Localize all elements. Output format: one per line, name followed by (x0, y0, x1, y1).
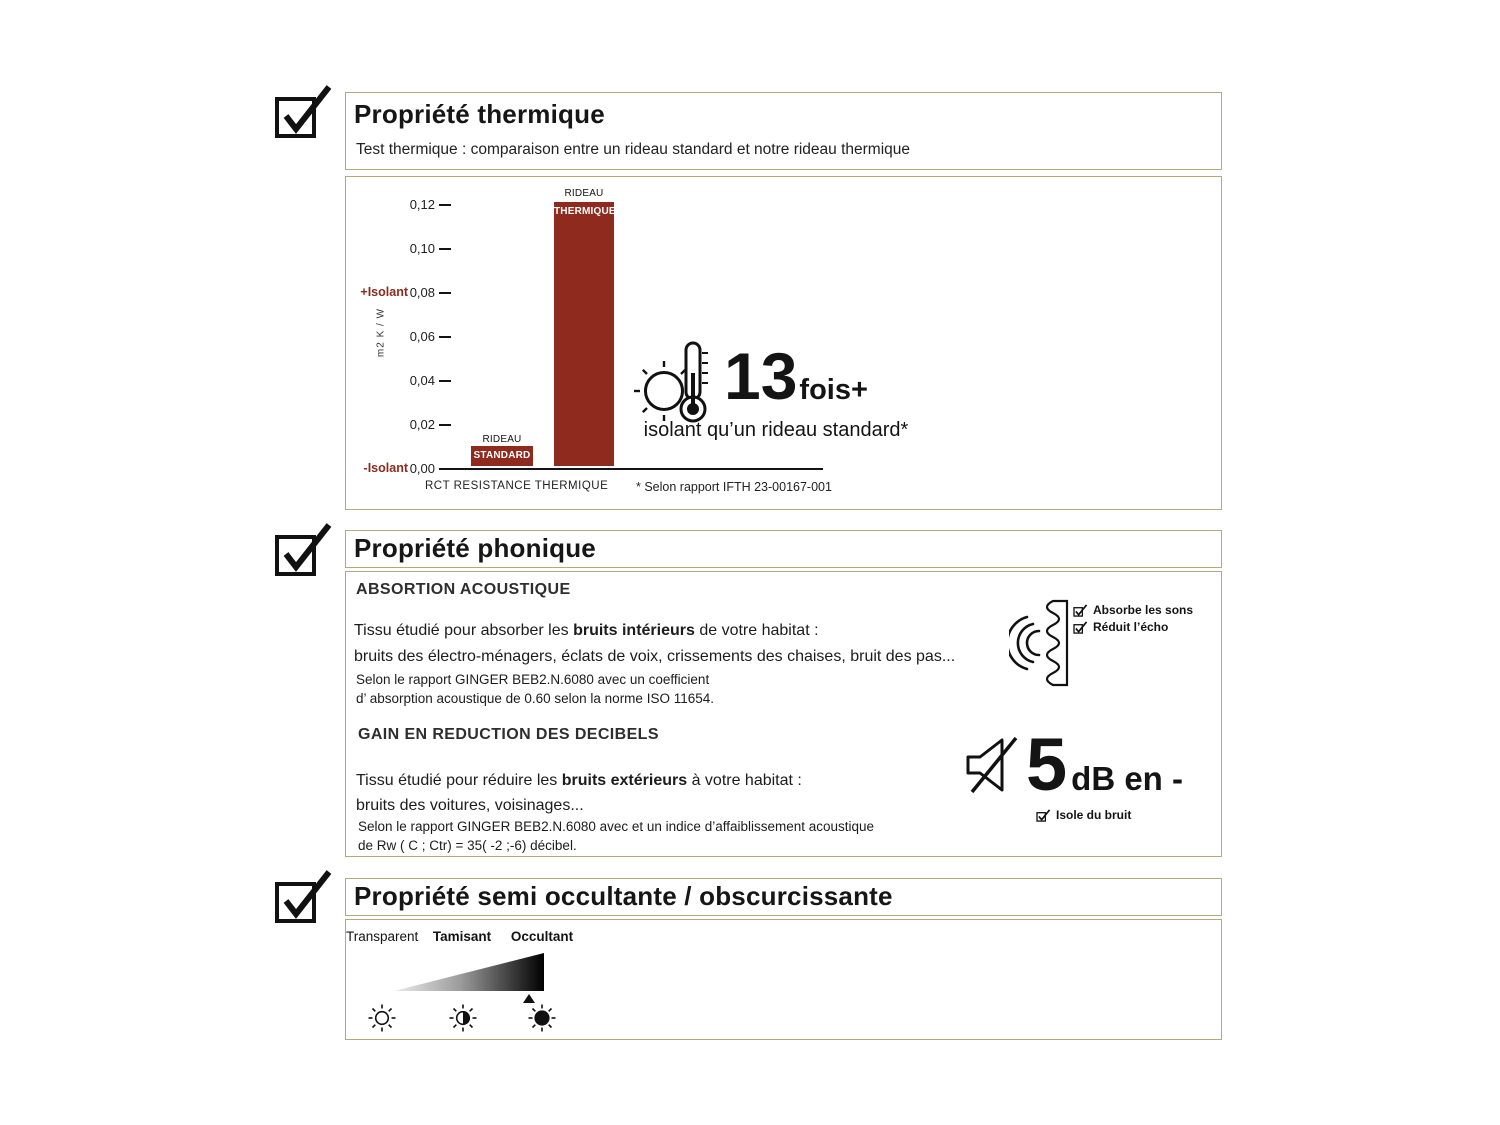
chart-tick-mark (439, 292, 451, 294)
bar-standard-over-label: RIDEAU (482, 434, 522, 445)
absorb-check2-row (1073, 620, 1168, 634)
decibel-number: 5 (1026, 723, 1068, 806)
reduction-note2: de Rw ( C ; Ctr) = 35( -2 ;-6) décibel. (358, 838, 577, 853)
thermometer-sun-icon (630, 339, 722, 427)
sun-outline-icon (367, 1003, 397, 1033)
chart-y-axis-unit: m2 K / W (375, 307, 387, 358)
absorption-line1-bold: bruits intérieurs (573, 622, 695, 639)
occulting-section-title: Propriété semi occultante / obscurcissante (354, 881, 893, 911)
thermal-big-suffix: fois+ (799, 374, 868, 406)
bar-rideau-thermique (554, 202, 614, 466)
checked-checkbox-icon (274, 522, 332, 578)
phonic-content-panel (345, 571, 1222, 857)
sun-filled-icon (527, 1003, 557, 1033)
checked-checkbox-icon (274, 84, 332, 140)
decibel-big-number-row (1026, 723, 1183, 806)
bar-thermique-inner-label: THERMIQUE (554, 206, 616, 217)
chart-ytick: 0,10 (409, 241, 435, 256)
chart-ytick: 0,00 (409, 461, 435, 476)
label-occultant: Occultant (510, 929, 574, 944)
absorption-note2: d’ absorption acoustique de 0.60 selon la norme ISO 11654. (356, 691, 714, 706)
chart-tick-mark (439, 424, 451, 426)
chart-tick-mark (439, 248, 451, 250)
chart-x-axis-caption: RCT RESISTANCE THERMIQUE (425, 480, 609, 492)
thermal-section-subtitle: Test thermique : comparaison entre un rideau standard et notre rideau thermique (356, 141, 911, 158)
occulting-header-panel (345, 878, 1222, 916)
phonic-section-title: Propriété phonique (354, 533, 596, 563)
bar-standard-inner-label: STANDARD (473, 450, 531, 461)
reduction-line2: bruits des voitures, voisinages... (356, 797, 584, 814)
absorption-line1-pre: Tissu étudié pour absorber les (354, 622, 574, 639)
sound-absorption-icon (1009, 599, 1071, 687)
bar-rideau-standard (471, 446, 533, 466)
thermal-chart-panel (345, 176, 1222, 510)
isolation-check-row (1036, 808, 1131, 822)
thermal-section-title: Propriété thermique (354, 99, 605, 129)
absorption-heading: ABSORTION ACOUSTIQUE (356, 581, 571, 598)
absorption-line1 (354, 622, 819, 640)
chart-ytick: 0,12 (409, 197, 435, 212)
chart-plus-isolant-label: +Isolant (360, 285, 408, 299)
reduction-note1: Selon le rapport GINGER BEB2.N.6080 avec et un indice d’affaiblissement acoustique (358, 819, 875, 834)
thermal-big-number-row (724, 339, 868, 413)
reduction-line1-post: à votre habitat : (687, 772, 802, 789)
label-transparent: Transparent (346, 929, 419, 944)
reduction-line1 (356, 772, 802, 790)
label-tamisant: Tamisant (432, 929, 492, 944)
absorb-check1-row (1073, 603, 1193, 617)
chart-tick-mark (439, 468, 451, 470)
checked-checkbox-icon (274, 869, 332, 925)
isolation-check-label: Isole du bruit (1056, 808, 1132, 822)
chart-x-axis (451, 468, 823, 470)
gradient-position-arrow (523, 994, 535, 1003)
chart-ytick: 0,08 (409, 285, 435, 300)
occulting-content-panel (345, 919, 1222, 1040)
thermal-big-number: 13 (724, 339, 798, 413)
decibel-unit: dB en - (1071, 760, 1183, 797)
chart-tick-mark (439, 336, 451, 338)
reduction-heading: GAIN EN REDUCTION DES DECIBELS (358, 726, 659, 743)
phonic-header-panel (345, 530, 1222, 568)
chart-ytick: 0,06 (409, 329, 435, 344)
opacity-gradient-triangle (394, 953, 544, 991)
chart-tick-mark (439, 380, 451, 382)
muted-speaker-icon (964, 732, 1028, 798)
absorption-line2: bruits des électro-ménagers, éclats de voix, crissements des chaises, bruit des pas... (354, 648, 956, 665)
thermal-footnote: * Selon rapport IFTH 23-00167-001 (636, 480, 832, 494)
chart-ytick: 0,04 (409, 373, 435, 388)
reduction-line1-bold: bruits extérieurs (561, 772, 688, 789)
thermal-big-caption: isolant qu’un rideau standard* (643, 419, 909, 441)
chart-tick-mark (439, 204, 451, 206)
thermal-header-panel (345, 92, 1222, 170)
sun-half-icon (448, 1003, 478, 1033)
chart-minus-isolant-label: -Isolant (363, 461, 408, 475)
small-checked-checkbox-icon (1036, 809, 1051, 822)
absorb-check2-label: Réduit l’écho (1093, 620, 1169, 634)
absorption-note1: Selon le rapport GINGER BEB2.N.6080 avec un coefficient (356, 672, 710, 687)
absorption-line1-post: de votre habitat : (694, 622, 819, 639)
small-checked-checkbox-icon (1073, 604, 1088, 617)
small-checked-checkbox-icon (1073, 621, 1088, 634)
bar-thermique-over-label: RIDEAU (564, 188, 604, 199)
absorb-check1-label: Absorbe les sons (1093, 603, 1194, 617)
reduction-line1-pre: Tissu étudié pour réduire les (356, 772, 562, 789)
chart-ytick: 0,02 (409, 417, 435, 432)
